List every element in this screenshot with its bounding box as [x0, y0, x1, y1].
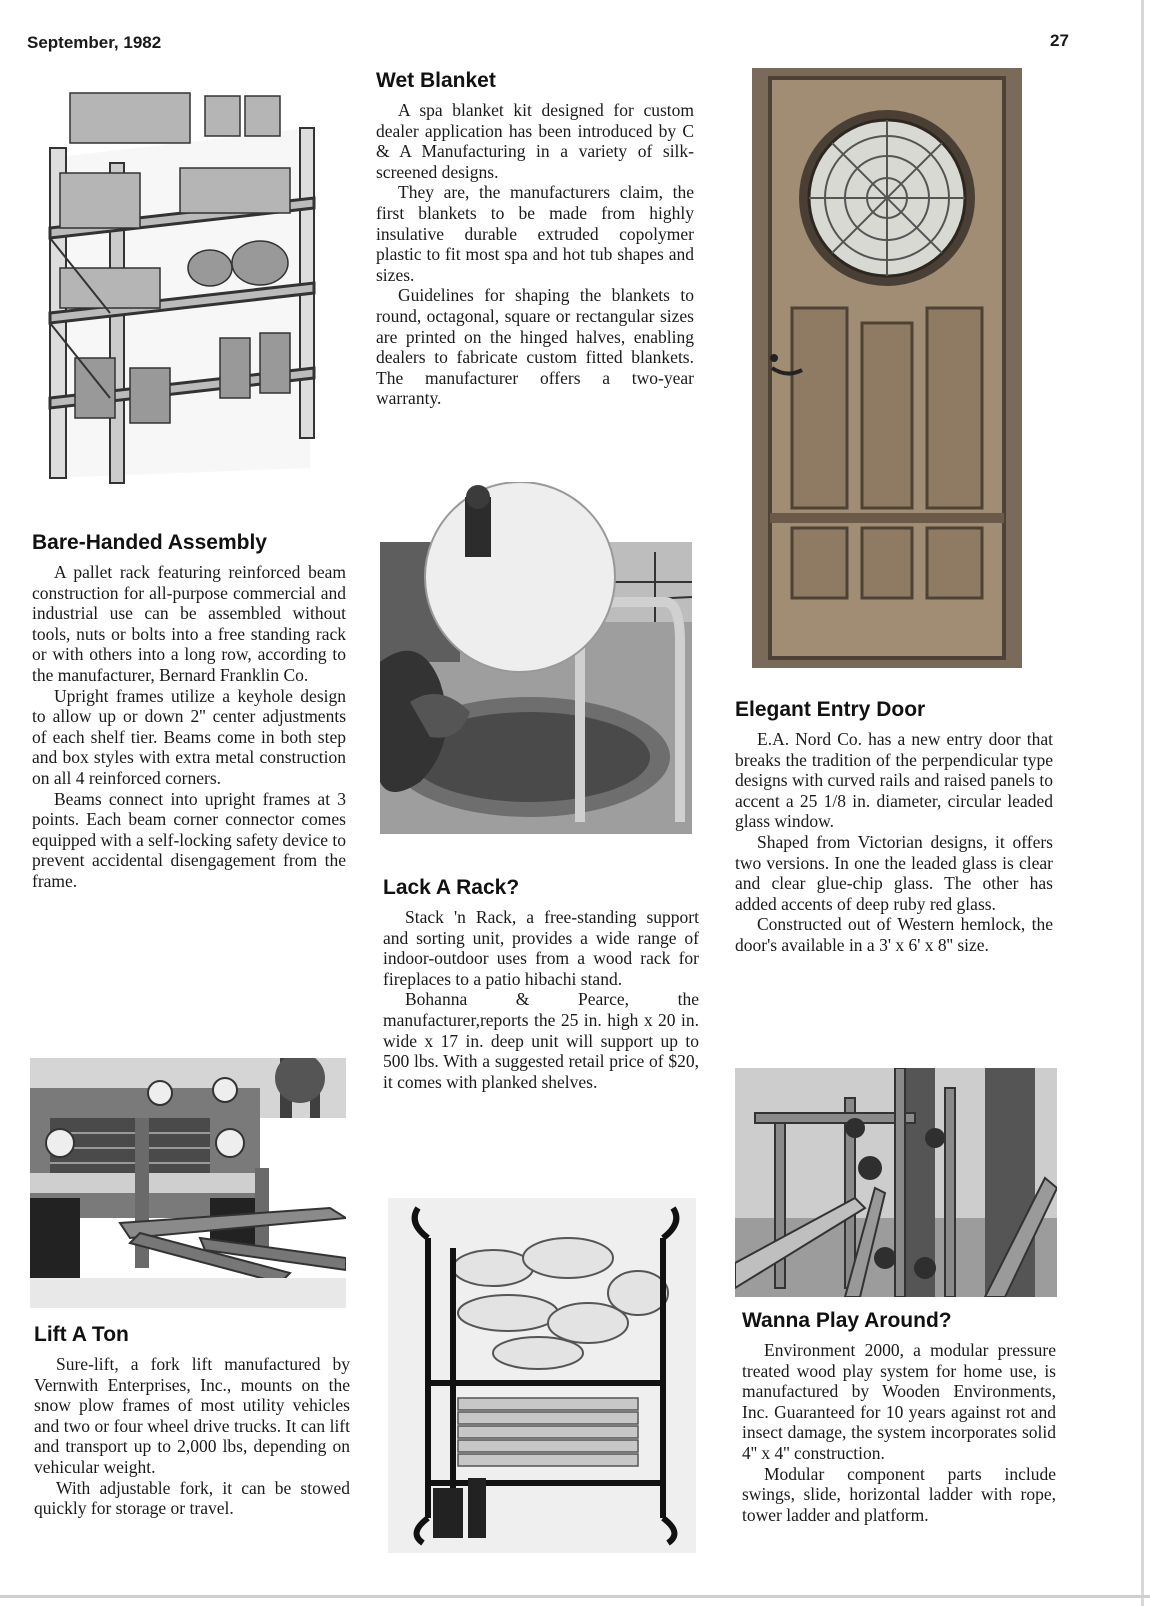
article-lack-a-rack — [383, 875, 699, 1092]
article-title: Elegant Entry Door — [735, 698, 926, 721]
article-wanna-play-around — [742, 1308, 1056, 1525]
play-system-illustration — [735, 1068, 1057, 1297]
article-paragraph: A pallet rack featuring reinforced beam construction for all-purpose commercial and industrial use can be assembled without tools, nuts or bolts into a free standing rack or with others into a long row, according to the manufacturer, Bernard Franklin Co. — [32, 562, 346, 685]
truck-fork-lift-illustration — [30, 1058, 346, 1308]
firewood-rack-illustration — [388, 1198, 696, 1553]
article-bare-handed-assembly — [32, 530, 346, 892]
article-title: Wet Blanket — [376, 69, 496, 92]
issue-date: September, 1982 — [27, 33, 162, 52]
article-title: Lack A Rack? — [383, 876, 520, 899]
article-title: Bare-Handed Assembly — [32, 531, 267, 554]
play-system-photo — [735, 1068, 1057, 1297]
article-paragraph: Modular component parts include swings, slide, horizontal ladder with rope, tower ladder and platform. — [742, 1463, 1056, 1525]
article-paragraph: Stack 'n Rack, a free-standing support and sorting unit, provides a wide range of indoor-outdoor uses from a wood rack for fireplaces to a patio hibachi stand. — [383, 907, 699, 989]
article-title: Wanna Play Around? — [742, 1309, 952, 1332]
article-paragraph: Guidelines for shaping the blankets to round, octagonal, square or rectangular sizes are printed on the hinged halves, enabling dealers to fabricate custom fitted blankets. The manufacturer offers a two-year warranty. — [376, 285, 694, 409]
article-paragraph: Environment 2000, a modular pressure treated wood play system for home use, is manufactured by Wooden Environments, Inc. Guaranteed for 10 years against rot and insect damage, the system incorporates solid 4'' x 4'' construction. — [742, 1340, 1056, 1463]
article-lift-a-ton — [34, 1322, 350, 1519]
entry-door-illustration — [752, 68, 1022, 668]
pallet-rack-illustration — [30, 88, 330, 488]
spa-blanket-photo — [380, 482, 692, 834]
article-paragraph: With adjustable fork, it can be stowed quickly for storage or travel. — [34, 1477, 350, 1519]
article-paragraph: Shaped from Victorian designs, it offers two versions. In one the leaded glass is clear and clear glue-chip glass. The other has added accents of deep ruby red glass. — [735, 831, 1053, 914]
article-paragraph: Upright frames utilize a keyhole design to allow up or down 2'' center adjustments of each shelf tier. Beams come in both step and box styles with extra metal construction on all 4 reinforced corners. — [32, 685, 346, 788]
entry-door-photo — [752, 68, 1022, 668]
article-elegant-entry-door — [735, 697, 1053, 956]
article-paragraph: They are, the manufacturers claim, the first blankets to be made from highly insulative durable extruded copolymer plastic to fit most spa and hot tub shapes and sizes. — [376, 182, 694, 285]
page-edge-rule — [1141, 0, 1144, 1606]
spa-blanket-illustration — [380, 482, 692, 834]
truck-fork-lift-photo — [30, 1058, 346, 1308]
article-title: Lift A Ton — [34, 1323, 129, 1346]
article-paragraph: E.A. Nord Co. has a new entry door that breaks the tradition of the perpendicular type designs with curved rails and raised panels to accent a 25 1/8 in. diameter, circular leaded glass window. — [735, 729, 1053, 832]
firewood-rack-photo — [388, 1198, 696, 1553]
page-number: 27 — [1050, 31, 1069, 50]
article-paragraph: Sure-lift, a fork lift manufactured by Vernwith Enterprises, Inc., mounts on the snow plow frames of most utility vehicles and two or four wheel drive trucks. It can lift and transport up to 2,000 lbs, depending on vehicular weight. — [34, 1354, 350, 1477]
article-wet-blanket — [376, 68, 694, 409]
article-paragraph: Constructed out of Western hemlock, the door's available in a 3' x 6' x 8'' size. — [735, 914, 1053, 955]
pallet-rack-photo — [30, 88, 330, 488]
article-paragraph: A spa blanket kit designed for custom dealer application has been introduced by C & A Manufacturing in a variety of silk-screened designs. — [376, 100, 694, 182]
article-paragraph: Beams connect into upright frames at 3 points. Each beam corner connector comes equipped with a self-locking safety device to prevent accidental disengagement from the frame. — [32, 788, 346, 891]
page-bottom-rule — [0, 1595, 1150, 1598]
article-paragraph: Bohanna & Pearce, the manufacturer,reports the 25 in. high x 20 in. wide x 17 in. deep unit will support up to 500 lbs. With a suggested retail price of $20, it comes with planked shelves. — [383, 989, 699, 1092]
